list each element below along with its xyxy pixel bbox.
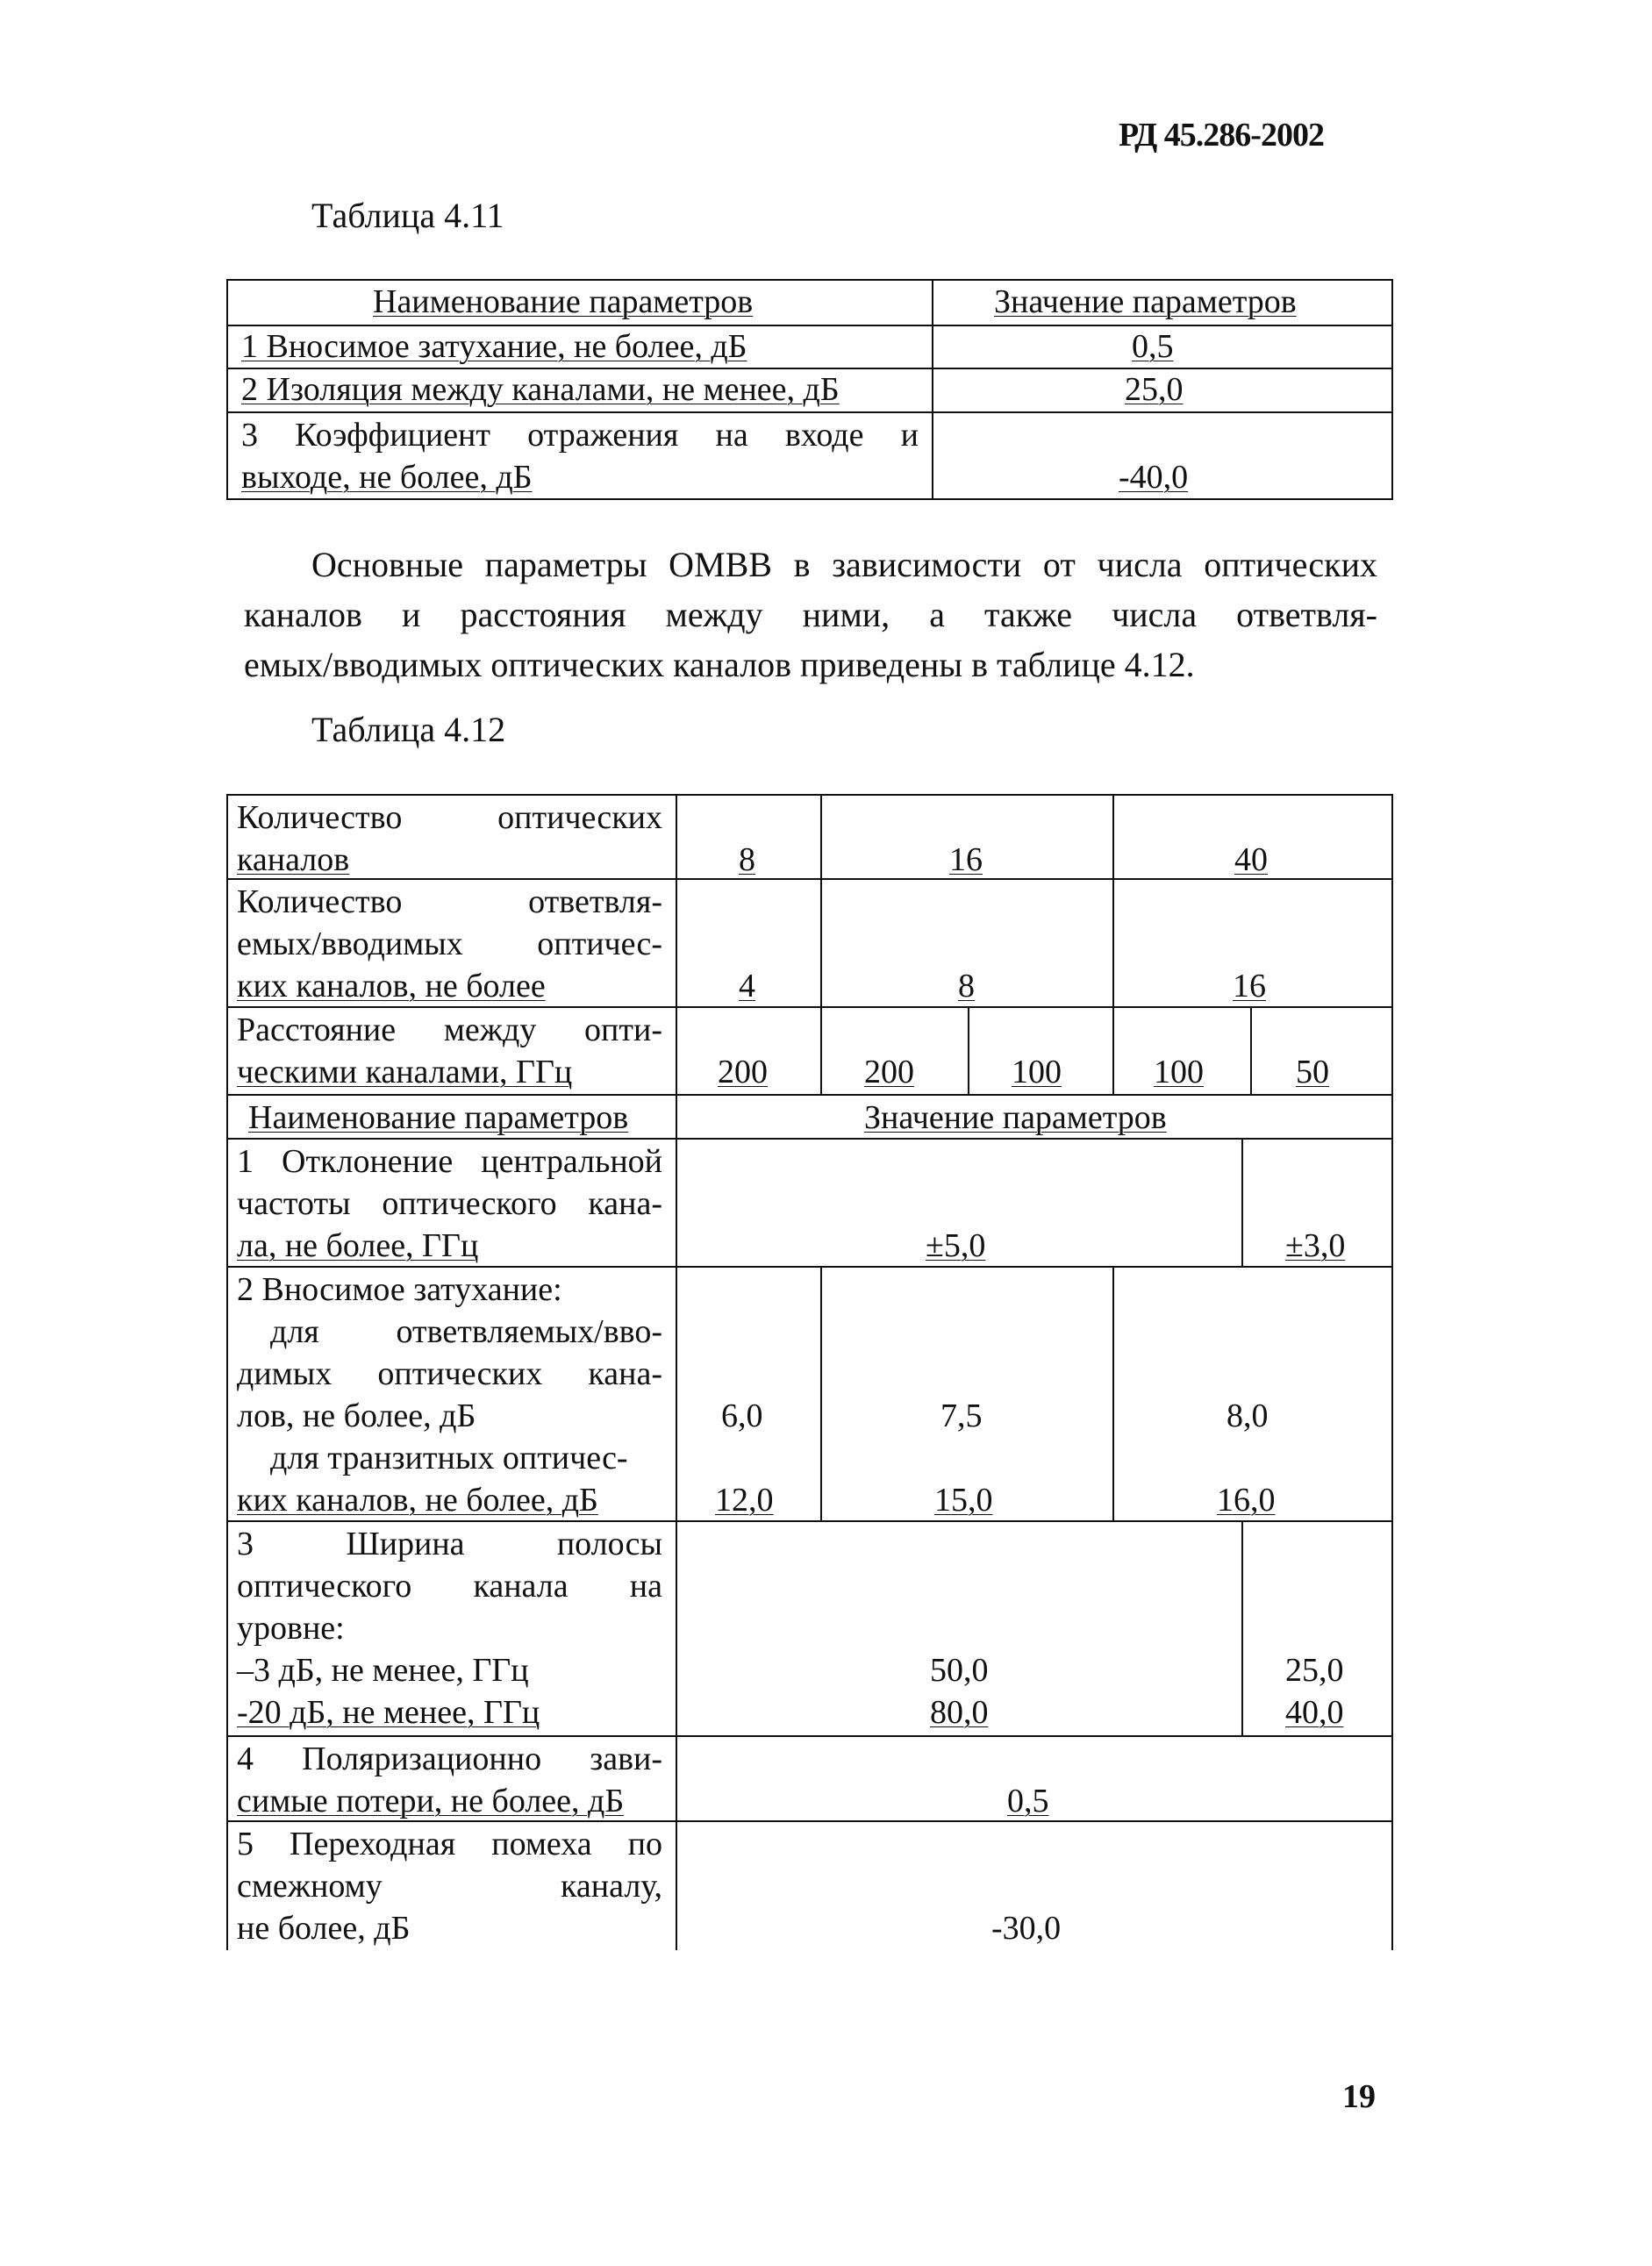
- table-row-value: 25,0: [1125, 371, 1184, 408]
- cell-value: 200: [864, 1054, 914, 1090]
- param-label-cont: –3 дБ, не менее, ГГц: [237, 1652, 529, 1689]
- param-label: 5 Переходная помеха по: [237, 1826, 662, 1862]
- cell-value: 100: [1154, 1054, 1204, 1090]
- paragraph-line: емых/вводимых оптических каналов приведены в таблице 4.12.: [244, 645, 1195, 684]
- param-label-cont: -20 дБ, не менее, ГГц: [237, 1694, 540, 1731]
- row-label-word: ответвля-: [528, 883, 662, 920]
- cell-value: -30,0: [991, 1910, 1062, 1947]
- row-label-cont: ческими каналами, ГГц: [237, 1054, 573, 1090]
- table-row-value: -40,0: [1119, 459, 1189, 496]
- document-id: РД 45.286-2002: [1119, 117, 1324, 154]
- cell-value: 12,0: [715, 1482, 774, 1519]
- cell-value: ±3,0: [1285, 1227, 1346, 1264]
- cell-value: 40: [1234, 841, 1268, 878]
- cell-value: 15,0: [934, 1482, 993, 1519]
- param-label-cont: смежному каналу,: [237, 1868, 662, 1905]
- param-label: 4 Поляризационно зави-: [237, 1741, 662, 1777]
- cell-value: 8,0: [1226, 1397, 1269, 1434]
- paragraph-line: каналов и расстояния между ними, а также числа ответвля-: [244, 595, 1377, 634]
- cell-value: 25,0: [1285, 1652, 1344, 1689]
- cell-value: 6,0: [721, 1397, 763, 1434]
- param-label-cont: димых оптических кана-: [237, 1355, 662, 1392]
- param-label: 1 Отклонение центральной: [237, 1143, 662, 1180]
- row-label: Расстояние между опти-: [237, 1011, 662, 1048]
- row-label-cont: емых/вводимых оптичес-: [237, 926, 662, 962]
- table-4-11-col2-header: Значение параметров: [994, 283, 1297, 320]
- cell-value: 50: [1296, 1054, 1329, 1090]
- table-row-value: 0,5: [1132, 328, 1174, 365]
- body-paragraph: [244, 540, 1377, 690]
- param-label: 3 Ширина полосы: [237, 1526, 662, 1562]
- cell-value: 7,5: [940, 1397, 983, 1434]
- table-4-12-caption: Таблица 4.12: [311, 710, 506, 749]
- table-row-name: 2 Изоляция между каналами, не менее, дБ: [241, 371, 840, 408]
- param-label-cont: не более, дБ: [237, 1910, 411, 1947]
- cell-value: 0,5: [1007, 1783, 1049, 1819]
- cell-value: 50,0: [930, 1652, 989, 1689]
- param-label-cont: ла, не более, ГГц: [237, 1227, 479, 1264]
- cell-value: 100: [1012, 1054, 1062, 1090]
- param-label: 2 Вносимое затухание:: [237, 1271, 562, 1308]
- cell-value: 4: [739, 968, 755, 1004]
- row-label-word: Количество: [237, 799, 403, 836]
- row-label: [237, 797, 662, 839]
- page-number: 19: [1342, 2078, 1376, 2115]
- table-row-name: 3 Коэффициент отражения на входе и: [241, 417, 919, 454]
- cell-value: 40,0: [1285, 1694, 1344, 1731]
- cell-value: ±5,0: [926, 1227, 986, 1264]
- param-label-cont: уровне:: [237, 1610, 345, 1647]
- row-label-word: оптических: [497, 799, 662, 836]
- row-label-cont: ких каналов, не более: [237, 968, 546, 1004]
- cell-value: 16: [1233, 968, 1266, 1004]
- param-label-cont: лов, не более, дБ: [237, 1397, 476, 1434]
- table-4-11-col1-header: Наименование параметров: [373, 283, 754, 320]
- cell-value: 80,0: [930, 1694, 989, 1731]
- param-label-cont: для транзитных оптичес-: [270, 1440, 628, 1476]
- cell-value: 16,0: [1217, 1482, 1276, 1519]
- paragraph-line: Основные параметры ОМВВ в зависимости от числа оптических: [311, 545, 1377, 584]
- param-label-cont: симые потери, не более, дБ: [237, 1783, 625, 1819]
- cell-value: 16: [949, 841, 983, 878]
- params-name-header: Наименование параметров: [248, 1099, 629, 1136]
- table-4-11-caption: Таблица 4.11: [311, 196, 504, 235]
- row-label-word: Количество: [237, 883, 403, 920]
- table-row-name: 1 Вносимое затухание, не более, дБ: [241, 328, 747, 365]
- param-label-cont: оптического канала на: [237, 1568, 662, 1605]
- row-label: [237, 881, 662, 923]
- param-label-cont: частоты оптического кана-: [237, 1185, 662, 1222]
- cell-value: 8: [739, 841, 755, 878]
- cell-value: 200: [718, 1054, 768, 1090]
- cell-value: 8: [958, 968, 975, 1004]
- params-value-header: Значение параметров: [864, 1099, 1167, 1136]
- param-label-cont: для ответвляемых/вво-: [270, 1313, 662, 1350]
- table-row-name-cont: выходе, не более, дБ: [241, 459, 533, 496]
- row-label-cont: каналов: [237, 841, 350, 878]
- param-label-cont: ких каналов, не более, дБ: [237, 1482, 598, 1519]
